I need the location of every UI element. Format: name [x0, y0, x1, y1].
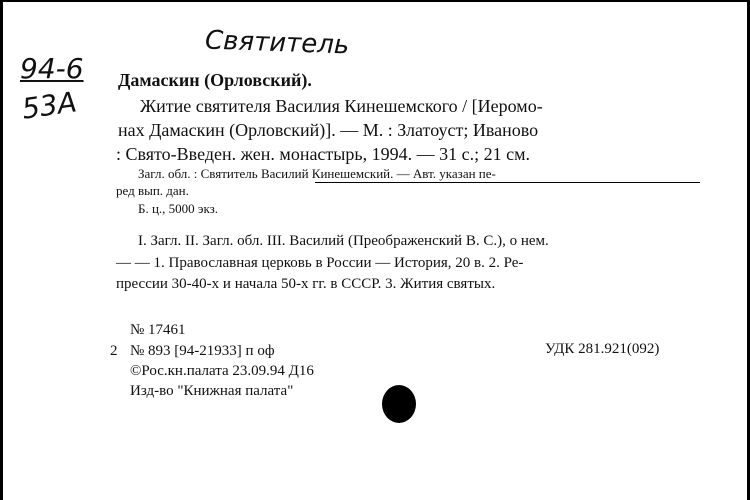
- tracings-line-3: прессии 30-40-х и начала 50-х гг. в СССР. 3. Жития святых.: [116, 276, 496, 292]
- card-edge-left: [0, 0, 3, 500]
- udc-code: УДК 281.921(092): [545, 341, 660, 357]
- price-line: Б. ц., 5000 экз.: [138, 201, 219, 216]
- title-line-1: Житие святителя Василия Кинешемского / [Иеромо-: [140, 96, 543, 116]
- notes-line-1: Загл. обл. : Святитель Василий Кинешемский. — Авт. указан пе-: [138, 166, 496, 181]
- author-heading: Дамаскин (Орловский).: [118, 70, 312, 90]
- book-chamber-line: ©Рос.кн.палата 23.09.94 Д16: [130, 363, 314, 379]
- handwritten-shelf-bottom: 53А: [19, 85, 79, 126]
- handwritten-shelf-top: 94-6: [20, 52, 84, 85]
- copy-count: 2: [110, 343, 118, 359]
- publisher-line: Изд-во "Книжная палата": [130, 383, 294, 399]
- record-line: № 893 [94-21933] п оф: [130, 343, 275, 359]
- title-line-2: нах Дамаскин (Орловский)]. — М. : Златоуст; Иваново: [118, 120, 539, 140]
- card-number: № 17461: [130, 322, 186, 338]
- notes-line-2: ред вып. дан.: [116, 183, 189, 198]
- notes-underline: [315, 182, 700, 183]
- tracings-line-2: — — 1. Православная церковь в России — История, 20 в. 2. Ре-: [116, 255, 524, 271]
- tracings-line-1: I. Загл. II. Загл. обл. III. Василий (Преображенский В. С.), о нем.: [138, 233, 549, 249]
- handwritten-subject: Святитель: [204, 25, 350, 61]
- title-line-3: : Свято-Введен. жен. монастырь, 1994. — 31 с.; 21 см.: [116, 144, 530, 164]
- card-edge-top: [0, 0, 750, 2]
- punch-hole: [382, 385, 416, 423]
